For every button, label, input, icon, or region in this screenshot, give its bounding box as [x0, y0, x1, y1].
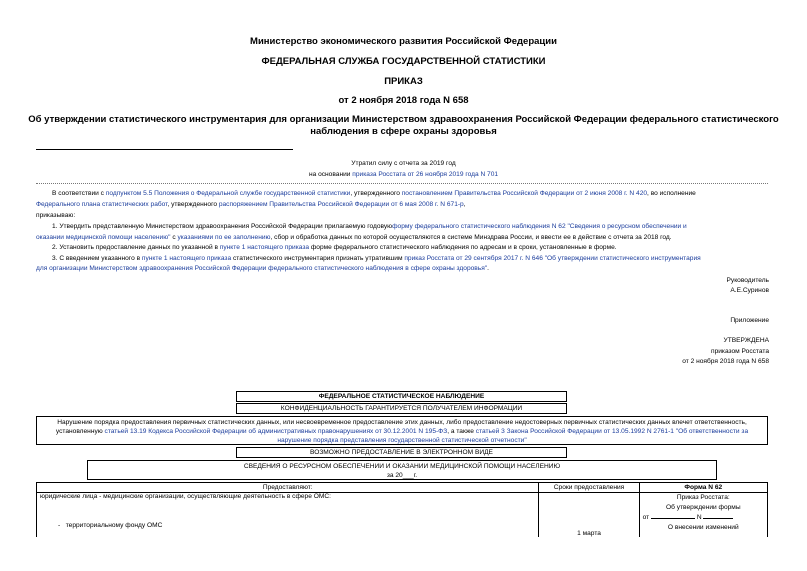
- link-plan[interactable]: Федерального плана статистических работ: [36, 201, 168, 208]
- approval-label: Об утверждении формы: [665, 504, 741, 511]
- confidentiality-box: КОНФИДЕНЦИАЛЬНОСТЬ ГАРАНТИРУЕТСЯ ПОЛУЧАТЕЛЕМ ИНФОРМАЦИИ: [236, 403, 567, 414]
- text: форме федерального статистического наблюдения по адресам и в сроки, установленные в форме.: [309, 244, 617, 251]
- from-label: от: [642, 514, 650, 521]
- link-instructions[interactable]: указаниями по ее заполнению: [177, 234, 271, 241]
- number-label: N: [696, 514, 702, 521]
- link-point-1[interactable]: пункте 1 настоящего приказа: [219, 244, 310, 251]
- form-year: за 20___г.: [386, 472, 418, 479]
- status-line2: [0, 170, 807, 181]
- divider-dotted: [36, 183, 768, 184]
- text: 1. Утвердить представленную Министерством здравоохранения Российской Федерации прилагаемую годовую: [52, 223, 393, 230]
- approved-date: от 2 ноября 2018 года N 658: [682, 358, 769, 365]
- paragraph-1: [52, 189, 772, 200]
- row-territorial-fund-label: территориальному фонду ОМС: [65, 522, 163, 529]
- status-link[interactable]: приказа Росстата от 26 ноября 2019 года N 701: [352, 171, 499, 178]
- deadline-value: 1 марта: [577, 530, 601, 537]
- link-point-1[interactable]: пункте 1 настоящего приказа: [141, 255, 232, 262]
- paragraph-2: [52, 222, 772, 233]
- text: статистического инструментария признать утратившим: [231, 255, 405, 262]
- service-name: ФЕДЕРАЛЬНАЯ СЛУЖБА ГОСУДАРСТВЕННОЙ СТАТИСТИКИ: [261, 56, 546, 67]
- ministry-name: Министерство экономического развития Российской Федерации: [250, 36, 557, 47]
- form-table: [36, 482, 768, 537]
- col-deadline: Сроки предоставления: [539, 483, 639, 493]
- changes-label: О внесении изменений: [667, 524, 739, 531]
- link-form-62[interactable]: форму федерального статистического наблюдения N 62 "Сведения о ресурсном обеспечении и: [392, 223, 687, 230]
- text: с: [170, 234, 178, 241]
- date-field[interactable]: [651, 518, 695, 519]
- link-order-671[interactable]: распоряжением Правительства Российской Федерации от 6 мая 2008 г. N 671-р: [218, 201, 464, 208]
- doc-type: ПРИКАЗ: [384, 76, 423, 87]
- row-territorial-fund: [40, 522, 535, 529]
- paragraph-4: [52, 254, 772, 265]
- warning-box: [36, 416, 768, 445]
- order-label: Приказ Росстата:: [676, 494, 730, 501]
- row-deadline: [539, 493, 639, 538]
- col-form-number: Форма N 62: [639, 483, 767, 493]
- text: , во исполнение: [647, 190, 696, 197]
- col-providers: Предоставляют:: [37, 483, 539, 493]
- doc-title-line1: Об утверждении статистического инструментария для организации Министерством здравоохранения Российской Федерации федерального статистического: [28, 114, 779, 125]
- text: , утвержденного: [350, 190, 402, 197]
- link-article-13-19[interactable]: статьей 13.19 Кодекса Российской Федерации об административных правонарушениях от 30.12.2001 N 195-ФЗ: [104, 428, 448, 435]
- link-resolution[interactable]: постановлением Правительства Российской Федерации от 2 июня 2008 г. N 420: [401, 190, 648, 197]
- divider: [36, 149, 293, 150]
- text: .: [487, 265, 489, 272]
- paragraph-1-cont: [36, 200, 772, 211]
- doc-title-line2: наблюдения в сфере охраны здоровья: [310, 126, 497, 137]
- approved-label: УТВЕРЖДЕНА: [723, 337, 769, 344]
- text: установленную: [55, 428, 105, 435]
- text: 3. С введением указанного в: [52, 255, 142, 262]
- bullet: -: [58, 522, 61, 529]
- link-order-646-cont[interactable]: для организации Министерством здравоохранения Российской Федерации федерального статистического наблюдения в сфере охраны здоровья": [36, 265, 488, 272]
- electronic-box: ВОЗМОЖНО ПРЕДОСТАВЛЕНИЕ В ЭЛЕКТРОННОМ ВИДЕ: [236, 447, 567, 458]
- text: 2. Установить предоставление данных по указанной в: [52, 244, 220, 251]
- signer-name: А.Е.Суринов: [730, 287, 769, 294]
- warning-line1: Нарушение порядка предоставления первичных статистических данных, или несвоевременное предоставление этих данных, либо предоставление недостоверных первичных статистических данных влечет ответственность,: [57, 419, 747, 426]
- approved-by: приказом Росстата: [711, 348, 769, 355]
- warning-line3[interactable]: нарушение порядка представления государственной статистической отчетности": [277, 437, 527, 444]
- table-row: [37, 493, 539, 538]
- text: ,: [463, 201, 466, 208]
- status-line1: Утратил силу с отчета за 2019 год: [351, 160, 456, 167]
- paragraph-3: [52, 243, 772, 254]
- signer-title: Руководитель: [726, 277, 769, 284]
- text: В соответствии с: [52, 190, 106, 197]
- appendix-label: Приложение: [730, 317, 769, 324]
- paragraph-2-cont: [36, 233, 772, 244]
- text: , сбор и обработка данных по которой осуществляются в системе Минздрава России, и ввести ее в действие с отчета за 2018 год.: [270, 234, 672, 241]
- link-order-646[interactable]: приказ Росстата от 29 сентября 2017 г. N 646 "Об утверждении статистического инструментария: [404, 255, 701, 262]
- link-law-2761-1[interactable]: статьей 3 Закона Российской Федерации от 13.05.1992 N 2761-1 "Об ответственности за: [475, 428, 749, 435]
- form-title: СВЕДЕНИЯ О РЕСУРСНОМ ОБЕСПЕЧЕНИИ И ОКАЗАНИИ МЕДИЦИНСКОЙ ПОМОЩИ НАСЕЛЕНИЮ: [243, 463, 561, 470]
- row-legal-entities: юридические лица - медицинские организации, осуществляющие деятельность в сфере ОМС:: [40, 493, 331, 500]
- status-prefix: на основании: [308, 171, 353, 178]
- paragraph-4-cont: [36, 264, 772, 275]
- link-form-62-cont[interactable]: оказании медицинской помощи населению": [36, 234, 171, 241]
- orders-label: приказываю:: [36, 212, 76, 219]
- row-approval: [639, 493, 767, 538]
- text: , а также: [447, 428, 476, 435]
- link-regulation[interactable]: подпунктом 5.5 Положения о Федеральной службе государственной статистики: [105, 190, 351, 197]
- doc-date-number: от 2 ноября 2018 года N 658: [338, 95, 469, 106]
- number-field[interactable]: [703, 518, 733, 519]
- warning-line2: [37, 427, 767, 436]
- text: , утвержденного: [167, 201, 219, 208]
- approval-fields: [643, 513, 764, 523]
- form-title-box: [87, 460, 717, 480]
- federal-observation-box: ФЕДЕРАЛЬНОЕ СТАТИСТИЧЕСКОЕ НАБЛЮДЕНИЕ: [236, 391, 567, 402]
